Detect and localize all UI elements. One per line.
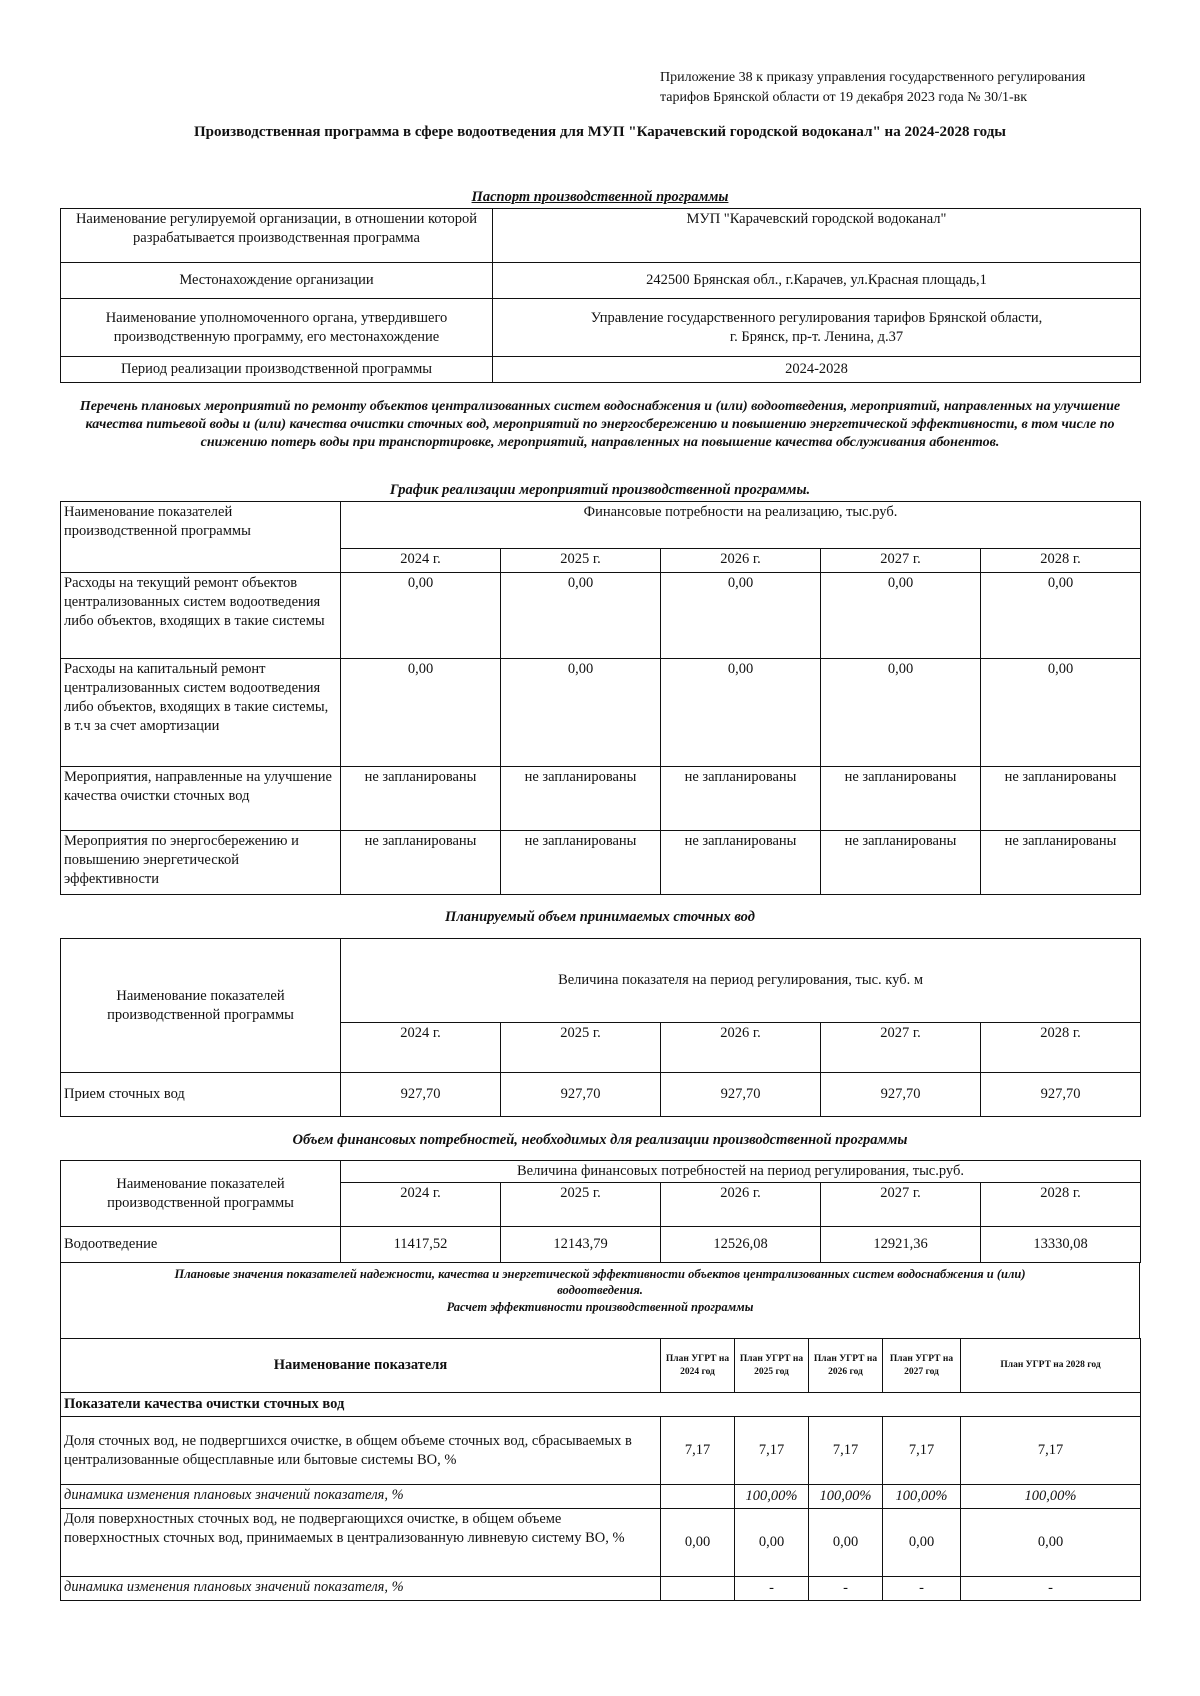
- cell-value: 927,70: [341, 1073, 501, 1117]
- year-header: 2026 г.: [661, 549, 821, 573]
- cell-value: не запланированы: [821, 831, 981, 895]
- schedule-title: График реализации мероприятий производственной программы.: [389, 482, 811, 498]
- passport-value: 2024-2028: [493, 357, 1141, 383]
- table-row: [61, 831, 1141, 895]
- appendix-note-line2: тарифов Брянской области от 19 декабря 2023 года № 30/1-вк: [660, 90, 1028, 106]
- cell-value: не запланированы: [981, 767, 1141, 831]
- passport-value: МУП "Карачевский городской водоканал": [493, 209, 1141, 263]
- measures-col-group: Финансовые потребности на реализацию, тыс.руб.: [341, 502, 1141, 549]
- cell-value: 0,00: [883, 1509, 961, 1577]
- cell-value: -: [961, 1577, 1141, 1601]
- appendix-note-line1: Приложение 38 к приказу управления государственного регулирования: [660, 70, 1086, 85]
- cell-value: 0,00: [501, 659, 661, 767]
- cell-value: 0,00: [661, 1509, 735, 1577]
- measures-intro: Перечень плановых мероприятий по ремонту объектов централизованных систем водоснабжения и (или) водоотведения, мероприятий, направленных на улучшение качества питьевой воды и (или) качества очистки сточных вод, мероприятий по энергосбережению и повышению энергетической эффективности, в том числе по снижению потерь воды при транспортировке, мероприятий, направленных на повышение качества обслуживания абонентов.: [79, 399, 1121, 451]
- cell-value: 0,00: [809, 1509, 883, 1577]
- plan-col-header: План УГРТ на 2027 год: [883, 1339, 961, 1393]
- cell-value: 7,17: [661, 1417, 735, 1485]
- cell-value: 0,00: [981, 659, 1141, 767]
- row-name: Расходы на текущий ремонт объектов централизованных систем водоотведения либо объектов, входящих в такие системы: [61, 573, 341, 659]
- cell-value: 0,00: [341, 573, 501, 659]
- cell-value: 927,70: [661, 1073, 821, 1117]
- measures-col-name: Наименование показателей производственной программы: [61, 502, 341, 573]
- year-header: 2027 г.: [821, 1183, 981, 1227]
- cell-value: 7,17: [735, 1417, 809, 1485]
- passport-row: [61, 299, 1141, 357]
- plan-col-header: План УГРТ на 2028 год: [961, 1339, 1141, 1393]
- year-header: 2025 г.: [501, 1183, 661, 1227]
- year-header: 2024 г.: [341, 1023, 501, 1073]
- table-row: [61, 1509, 1141, 1577]
- passport-title: Паспорт производственной программы: [471, 189, 729, 205]
- measures-table: [60, 501, 1141, 895]
- finance-table: [60, 1160, 1141, 1263]
- page-title: Производственная программа в сфере водоотведения для МУП "Карачевский городской водоканал" на 2024-2028 годы: [193, 124, 1006, 140]
- cell-value: 0,00: [341, 659, 501, 767]
- indicators-table: [60, 1338, 1141, 1601]
- table-row: [61, 1485, 1141, 1509]
- cell-value: 0,00: [501, 573, 661, 659]
- cell-value: 0,00: [961, 1509, 1141, 1577]
- cell-value: 0,00: [821, 573, 981, 659]
- row-name: Водоотведение: [61, 1227, 341, 1263]
- cell-value: не запланированы: [501, 767, 661, 831]
- passport-row: [61, 209, 1141, 263]
- cell-value: не запланированы: [661, 767, 821, 831]
- row-name: Доля поверхностных сточных вод, не подвергающихся очистке, в общем объеме поверхностных сточных вод, принимаемых в централизованную ливневую систему ВО, %: [61, 1509, 661, 1577]
- cell-value: 100,00%: [735, 1485, 809, 1509]
- table-row: [61, 573, 1141, 659]
- cell-value: 11417,52: [341, 1227, 501, 1263]
- passport-value: [493, 299, 1141, 357]
- finance-col-name: Наименование показателей производственной программы: [61, 1161, 341, 1227]
- volume-table: [60, 938, 1141, 1117]
- cell-value: 12921,36: [821, 1227, 981, 1263]
- year-header: 2024 г.: [341, 1183, 501, 1227]
- year-header: 2028 г.: [981, 549, 1141, 573]
- indicators-intro-line2: водоотведения.: [557, 1283, 643, 1298]
- cell-value: не запланированы: [661, 831, 821, 895]
- indicators-intro-line1: Плановые значения показателей надежности, качества и энергетической эффективности объектов централизованных систем водоснабжения и (или): [174, 1267, 1026, 1281]
- cell-value: -: [883, 1577, 961, 1601]
- cell-value: 0,00: [661, 573, 821, 659]
- cell-value: не запланированы: [981, 831, 1141, 895]
- cell-value: не запланированы: [501, 831, 661, 895]
- appendix-note: [660, 68, 1140, 109]
- plan-col-header: План УГРТ на 2024 год: [661, 1339, 735, 1393]
- plan-col-header: План УГРТ на 2026 год: [809, 1339, 883, 1393]
- cell-value: 927,70: [501, 1073, 661, 1117]
- row-name: Мероприятия, направленные на улучшение качества очистки сточных вод: [61, 767, 341, 831]
- passport-row: [61, 357, 1141, 383]
- indicators-section: Показатели качества очистки сточных вод: [61, 1393, 1141, 1417]
- volume-col-group: Величина показателя на период регулирования, тыс. куб. м: [341, 939, 1141, 1023]
- table-row: [61, 1227, 1141, 1263]
- passport-label: Период реализации производственной программы: [61, 357, 493, 383]
- cell-value: 100,00%: [809, 1485, 883, 1509]
- passport-label: Местонахождение организации: [61, 263, 493, 299]
- passport-table: [60, 208, 1141, 383]
- cell-value: 12143,79: [501, 1227, 661, 1263]
- calc-title: Расчет эффективности производственной программы: [446, 1299, 754, 1314]
- year-header: 2028 г.: [981, 1183, 1141, 1227]
- cell-value: 0,00: [735, 1509, 809, 1577]
- cell-value: не запланированы: [341, 767, 501, 831]
- row-name: Прием сточных вод: [61, 1073, 341, 1117]
- passport-label: Наименование уполномоченного органа, утвердившего производственную программу, его местонахождение: [61, 299, 493, 357]
- year-header: 2024 г.: [341, 549, 501, 573]
- cell-value: не запланированы: [821, 767, 981, 831]
- finance-col-group: Величина финансовых потребностей на период регулирования, тыс.руб.: [341, 1161, 1141, 1183]
- volume-title: Планируемый объем принимаемых сточных вод: [445, 909, 755, 925]
- passport-label: Наименование регулируемой организации, в отношении которой разрабатывается производственная программа: [61, 209, 493, 263]
- cell-value: 7,17: [809, 1417, 883, 1485]
- cell-value: 927,70: [981, 1073, 1141, 1117]
- cell-value: 0,00: [821, 659, 981, 767]
- table-row: [61, 1577, 1141, 1601]
- volume-col-name: Наименование показателей производственной программы: [61, 939, 341, 1073]
- cell-value: [661, 1577, 735, 1601]
- indicators-col-name: Наименование показателя: [61, 1339, 661, 1393]
- cell-value: -: [735, 1577, 809, 1601]
- passport-row: [61, 263, 1141, 299]
- cell-value: 13330,08: [981, 1227, 1141, 1263]
- passport-value-line1: Управление государственного регулирования тарифов Брянской области,: [590, 309, 1043, 326]
- cell-value: 7,17: [961, 1417, 1141, 1485]
- cell-value: 927,70: [821, 1073, 981, 1117]
- plan-col-header: План УГРТ на 2025 год: [735, 1339, 809, 1393]
- row-name: динамика изменения плановых значений показателя, %: [61, 1485, 661, 1509]
- table-row: [61, 767, 1141, 831]
- cell-value: 0,00: [981, 573, 1141, 659]
- cell-value: 100,00%: [961, 1485, 1141, 1509]
- cell-value: [661, 1485, 735, 1509]
- row-name: Мероприятия по энергосбережению и повышению энергетической эффективности: [61, 831, 341, 895]
- year-header: 2027 г.: [821, 1023, 981, 1073]
- year-header: 2026 г.: [661, 1023, 821, 1073]
- cell-value: не запланированы: [341, 831, 501, 895]
- table-row: [61, 1417, 1141, 1485]
- passport-value-line2: г. Брянск, пр-т. Ленина, д.37: [729, 328, 904, 345]
- cell-value: 12526,08: [661, 1227, 821, 1263]
- year-header: 2025 г.: [501, 549, 661, 573]
- table-row: [61, 1073, 1141, 1117]
- cell-value: 7,17: [883, 1417, 961, 1485]
- cell-value: 0,00: [661, 659, 821, 767]
- cell-value: -: [809, 1577, 883, 1601]
- passport-value: 242500 Брянская обл., г.Карачев, ул.Красная площадь,1: [493, 263, 1141, 299]
- year-header: 2028 г.: [981, 1023, 1141, 1073]
- table-row: [61, 659, 1141, 767]
- year-header: 2027 г.: [821, 549, 981, 573]
- year-header: 2025 г.: [501, 1023, 661, 1073]
- row-name: Доля сточных вод, не подвергшихся очистке, в общем объеме сточных вод, сбрасываемых в централизованные общесплавные или бытовые системы ВО, %: [61, 1417, 661, 1485]
- finance-title: Объем финансовых потребностей, необходимых для реализации производственной программы: [292, 1132, 908, 1148]
- row-name: Расходы на капитальный ремонт централизованных систем водоотведения либо объектов, входящих в такие системы, в т.ч за счет амортизации: [61, 659, 341, 767]
- indicators-intro-box: [60, 1262, 1140, 1338]
- year-header: 2026 г.: [661, 1183, 821, 1227]
- cell-value: 100,00%: [883, 1485, 961, 1509]
- row-name: динамика изменения плановых значений показателя, %: [61, 1577, 661, 1601]
